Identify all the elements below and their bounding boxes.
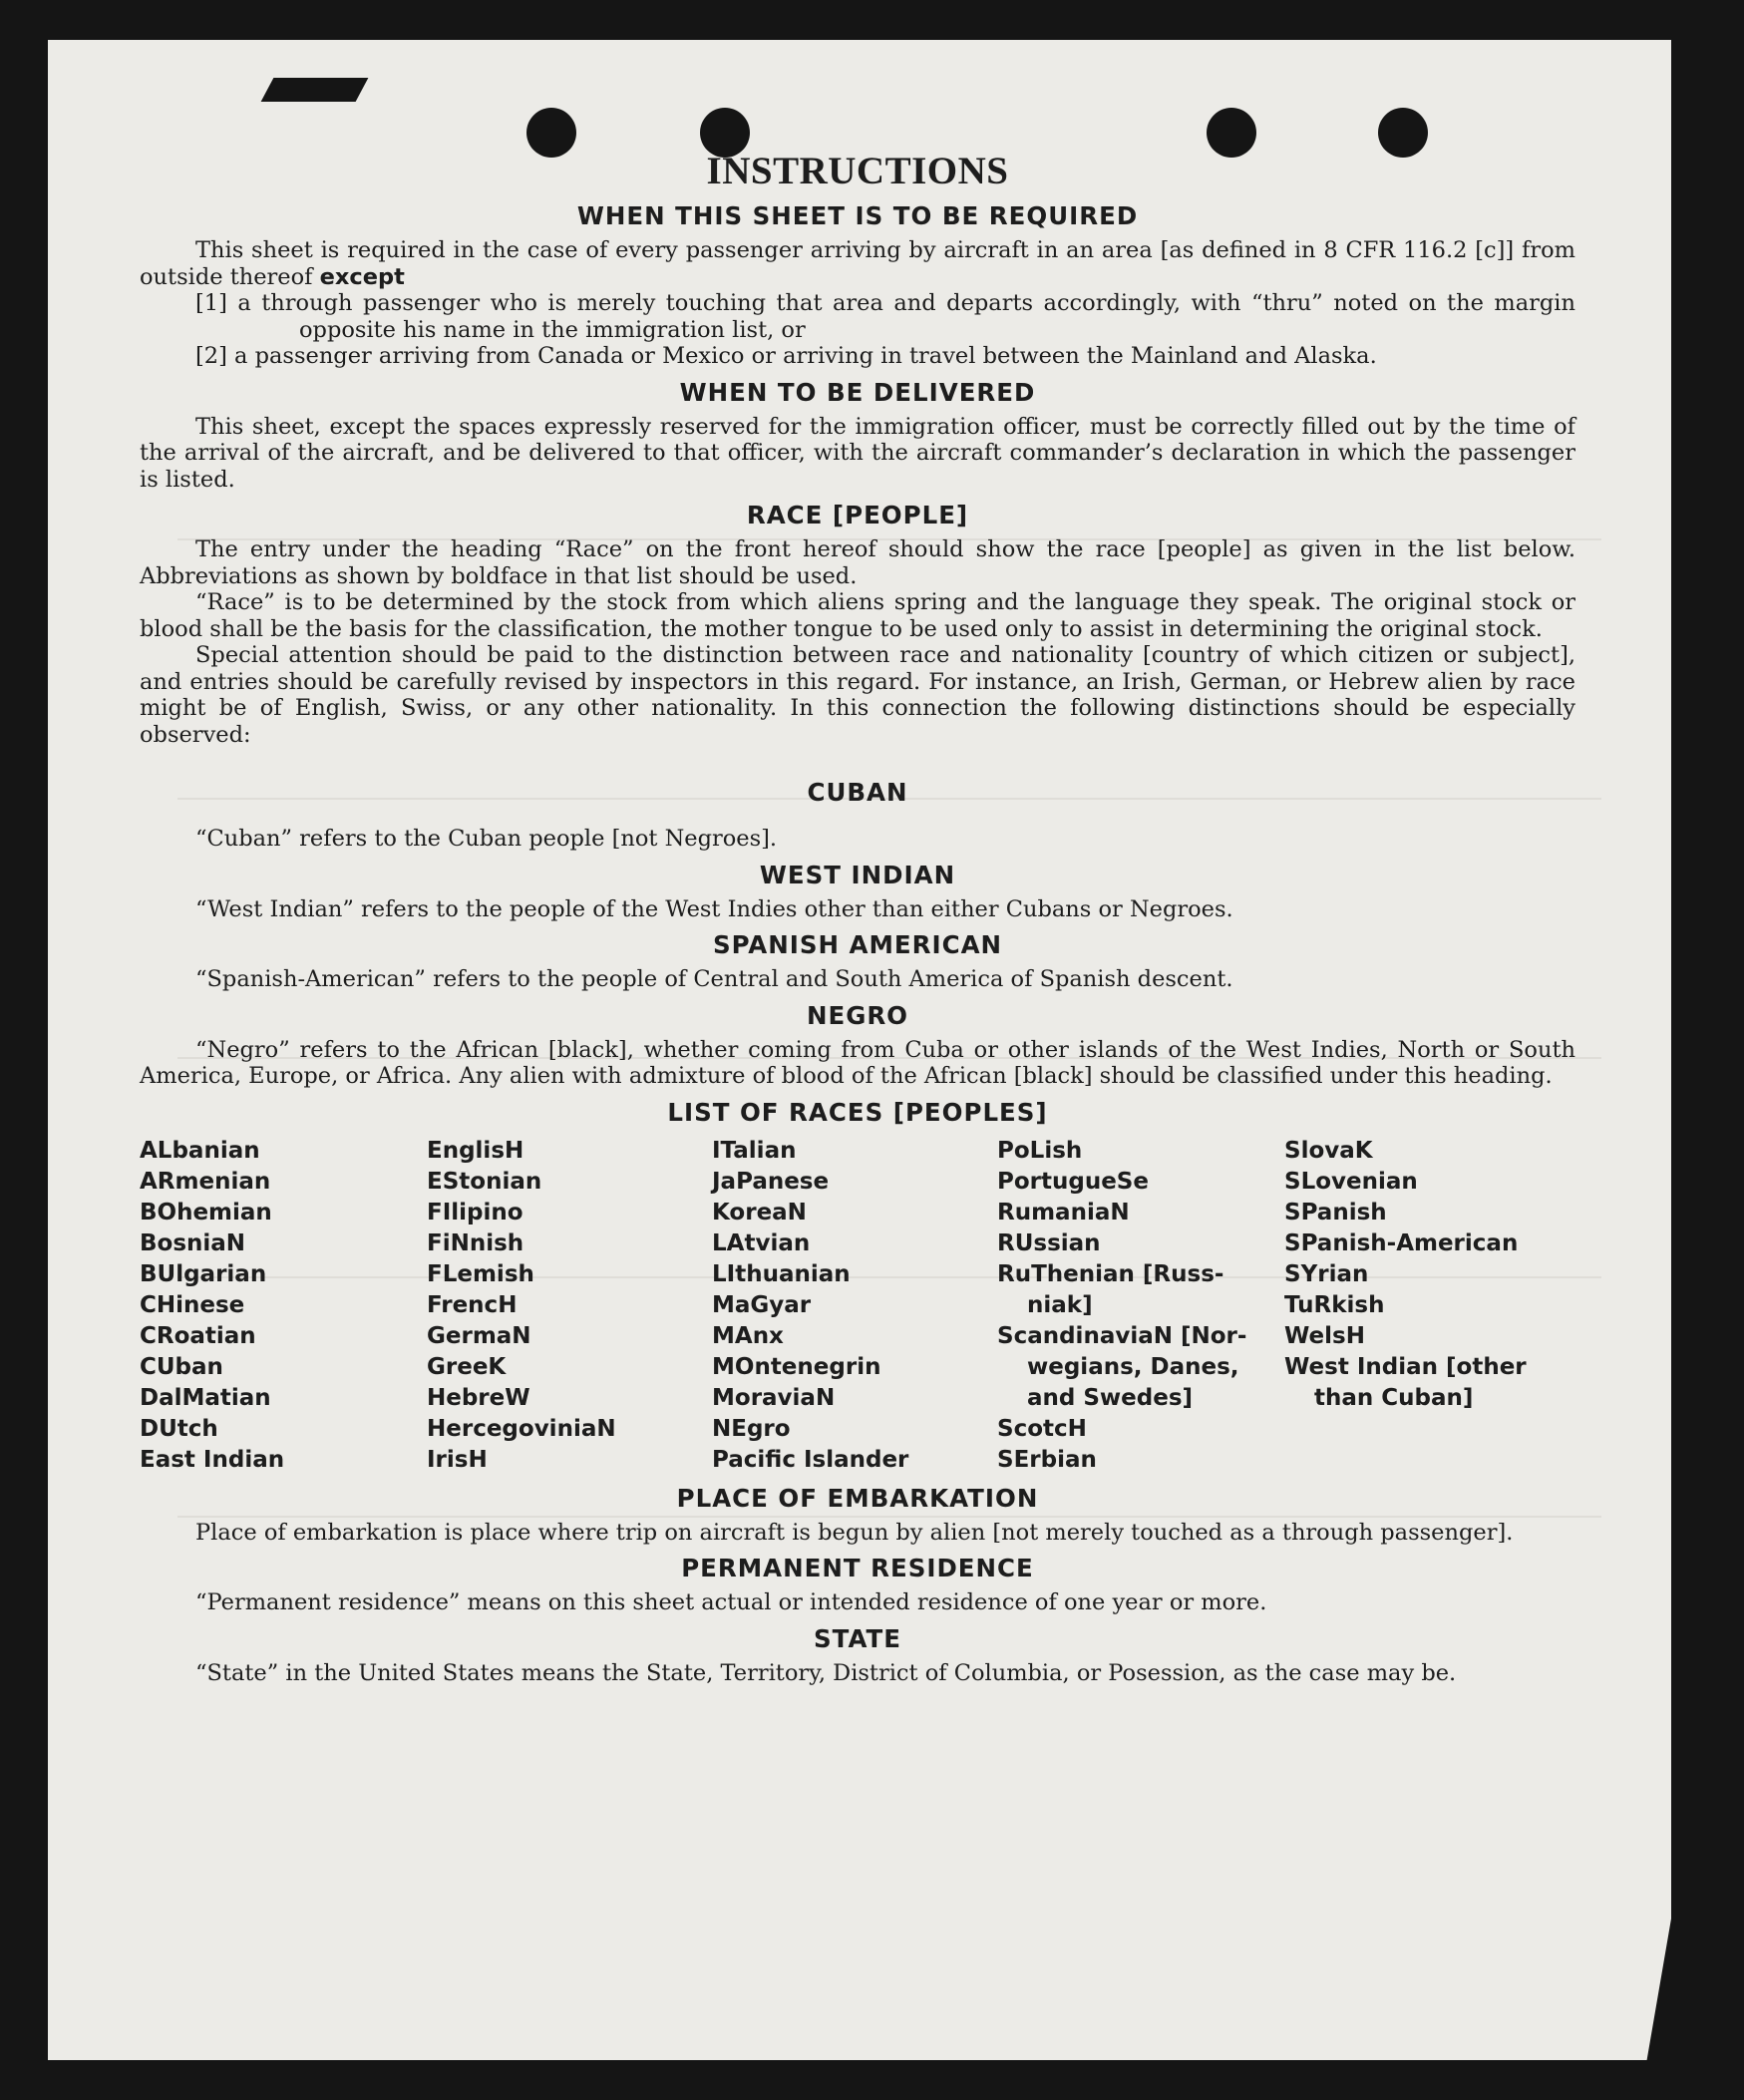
delivered-text: This sheet, except the spaces expressly reserved for the immigration officer, must be correctly filled out by the time of the arrival of the aircraft, and be delivered to that officer, with the aircraft commander’s declaration in which the passenger is listed. [140, 413, 1575, 493]
race-paragraph-1: The entry under the heading “Race” on the front hereof should show the race [people] as given in the list below. Abbreviations as shown by boldface in that list should be used. [140, 536, 1575, 589]
race-entry: DalMatian [140, 1384, 271, 1411]
race-entry: HebreW [427, 1384, 530, 1411]
race-entry: SPanish [1284, 1199, 1387, 1225]
required-item-1: [1] a through passenger who is merely touching that area and departs accordingly, with “thru” noted on the margin opposite his name in the immigration list, or [195, 290, 1575, 343]
race-entry: FiNnish [427, 1229, 524, 1256]
race-entry: niak] [1027, 1291, 1093, 1318]
heading-list-of-races: LIST OF RACES [PEOPLES] [667, 1097, 1048, 1127]
race-entry: GreeK [427, 1353, 507, 1380]
race-entry: EStonian [427, 1168, 542, 1195]
race-entry: EnglisH [427, 1137, 524, 1164]
race-entry: ScandinaviaN [Nor- [997, 1322, 1247, 1349]
torn-corner [261, 78, 369, 102]
race-entry: MAnx [712, 1322, 784, 1349]
race-entry: West Indian [other [1284, 1353, 1527, 1380]
race-entry: East Indian [140, 1446, 285, 1473]
race-entry: LAtvian [712, 1229, 811, 1256]
races-column-1 [140, 1136, 427, 1476]
race-entry: MoraviaN [712, 1384, 836, 1411]
spanish-american-text: “Spanish-American” refers to the people of Central and South America of Spanish descent. [195, 966, 1233, 992]
required-item-2: [2] a passenger arriving from Canada or Mexico or arriving in travel between the Mainland and Alaska. [195, 343, 1377, 369]
race-entry: FIlipino [427, 1199, 523, 1225]
race-entry: DUtch [140, 1415, 218, 1442]
race-entry: and Swedes] [1027, 1384, 1194, 1411]
races-list [140, 1136, 1575, 1476]
heading-when-required: WHEN THIS SHEET IS TO BE REQUIRED [576, 201, 1139, 230]
race-entry: SErbian [997, 1446, 1097, 1473]
race-entry: WelsH [1284, 1322, 1365, 1349]
race-entry: HercegoviniaN [427, 1415, 616, 1442]
page-title: INSTRUCTIONS [706, 150, 1009, 192]
race-entry: Pacific Islander [712, 1446, 909, 1473]
cuban-text: “Cuban” refers to the Cuban people [not Negroes]. [195, 826, 778, 852]
race-entry: PoLish [997, 1137, 1083, 1164]
required-except-word: except [319, 263, 405, 290]
races-column-3 [712, 1136, 997, 1476]
negro-text: “Negro” refers to the African [black], whether coming from Cuba or other islands of the West Indies, North or South America, Europe, or Africa. Any alien with admixture of blood of the African [black] should be classified under this heading. [140, 1036, 1575, 1089]
residence-text: “Permanent residence” means on this sheet actual or intended residence of one year or more. [195, 1589, 1267, 1615]
races-column-5 [1284, 1136, 1575, 1476]
embarkation-text: Place of embarkation is place where trip on aircraft is begun by alien [not merely touched as a through passenger]. [195, 1519, 1514, 1546]
race-entry: ITalian [712, 1137, 797, 1164]
race-entry: LIthuanian [712, 1260, 851, 1287]
races-column-4 [997, 1136, 1284, 1476]
race-entry: NEgro [712, 1415, 791, 1442]
heading-state: STATE [814, 1623, 901, 1653]
race-entry: SLovenian [1284, 1168, 1418, 1195]
heading-race: RACE [PEOPLE] [746, 501, 969, 529]
race-entry: ALbanian [140, 1137, 260, 1164]
race-paragraph-3: Special attention should be paid to the distinction between race and nationality [country of which citizen or subject], and entries should be carefully revised by inspectors in this regard. For instance, an Irish, German, or Hebrew alien by race might be of English, Swiss, or any other nationality. In this connection the following distinctions should be especially observed: [140, 642, 1575, 748]
race-entry: TuRkish [1284, 1291, 1385, 1318]
race-entry: SPanish-American [1284, 1229, 1519, 1256]
race-entry: CHinese [140, 1291, 245, 1318]
heading-cuban: CUBAN [807, 778, 908, 807]
race-entry: wegians, Danes, [1027, 1353, 1239, 1380]
race-entry: BUlgarian [140, 1260, 267, 1287]
race-entry: BOhemian [140, 1199, 272, 1225]
race-entry: RumaniaN [997, 1199, 1130, 1225]
race-entry: RuThenian [Russ- [997, 1260, 1224, 1287]
heading-west-indian: WEST INDIAN [759, 860, 956, 889]
heading-negro: NEGRO [806, 1000, 909, 1030]
race-entry: IrisH [427, 1446, 488, 1473]
race-entry: CRoatian [140, 1322, 256, 1349]
heading-spanish-american: SPANISH AMERICAN [712, 930, 1003, 959]
race-entry: PortugueSe [997, 1168, 1149, 1195]
race-entry: than Cuban] [1314, 1384, 1474, 1411]
races-column-2 [427, 1136, 712, 1476]
race-entry: CUban [140, 1353, 223, 1380]
required-intro [140, 237, 1575, 290]
west-indian-text: “West Indian” refers to the people of the West Indies other than either Cubans or Negroes. [195, 895, 1233, 922]
required-intro-text: This sheet is required in the case of every passenger arriving by aircraft in an area [as defined in 8 CFR 116.2 [c]] from outside thereof [140, 237, 1575, 290]
race-entry: SYrian [1284, 1260, 1369, 1287]
instructions-content [140, 150, 1575, 1686]
race-entry: KoreaN [712, 1199, 807, 1225]
race-entry: BosniaN [140, 1229, 246, 1256]
race-entry: ScotcH [997, 1415, 1087, 1442]
race-entry: FrencH [427, 1291, 518, 1318]
race-entry: GermaN [427, 1322, 531, 1349]
race-entry: ARmenian [140, 1168, 271, 1195]
race-entry: JaPanese [712, 1168, 830, 1195]
race-entry: SlovaK [1284, 1137, 1373, 1164]
race-entry: MOntenegrin [712, 1353, 881, 1380]
heading-when-delivered: WHEN TO BE DELIVERED [679, 377, 1036, 407]
state-text: “State” in the United States means the State, Territory, District of Columbia, or Posession, as the case may be. [195, 1659, 1457, 1686]
race-entry: FLemish [427, 1260, 534, 1287]
heading-permanent-residence: PERMANENT RESIDENCE [681, 1554, 1034, 1582]
race-entry: MaGyar [712, 1291, 812, 1318]
race-entry: RUssian [997, 1229, 1101, 1256]
heading-place-of-embarkation: PLACE OF EMBARKATION [676, 1483, 1039, 1513]
race-paragraph-2: “Race” is to be determined by the stock from which aliens spring and the language they speak. The original stock or blood shall be the basis for the classification, the mother tongue to be used only to assist in determining the original stock. [140, 589, 1575, 642]
